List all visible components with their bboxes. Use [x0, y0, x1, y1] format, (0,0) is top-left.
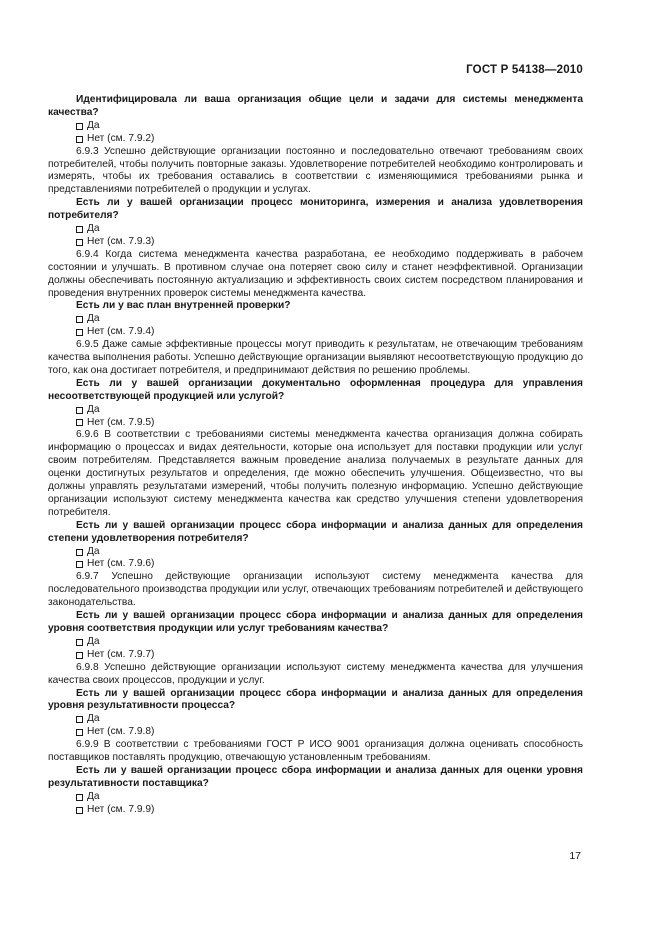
answer-option-label: Нет (см. 7.9.2) — [87, 132, 155, 144]
answer-option — [48, 636, 583, 649]
paragraph-text: 6.9.7 Успешно действующие организации используют систему менеджмента качества для последовательного производства продукции или услуг, отвечающих требованиям потребителей и действующего законодательства. — [48, 571, 583, 609]
checkbox-icon[interactable] — [76, 239, 83, 246]
answer-option — [48, 791, 583, 804]
answer-option — [48, 726, 583, 739]
answer-option-label: Да — [87, 313, 100, 325]
answer-option-label: Нет (см. 7.9.7) — [87, 648, 155, 660]
answer-option-label: Нет (см. 7.9.3) — [87, 235, 155, 247]
answer-option — [48, 326, 583, 339]
checkbox-icon[interactable] — [76, 729, 83, 736]
checkbox-icon[interactable] — [76, 549, 83, 556]
checkbox-icon[interactable] — [76, 639, 83, 646]
question-text: Есть ли у вашей организации документально оформленная процедура для управления несоответствующей продукцией или услугой? — [48, 377, 583, 402]
checkbox-icon[interactable] — [76, 329, 83, 336]
answer-option-label: Да — [87, 635, 100, 647]
answer-option — [48, 236, 583, 249]
document-body — [48, 94, 583, 817]
paragraph-text: 6.9.3 Успешно действующие организации постоянно и последовательно отвечают требованиям своих потребителей, чтобы получить повторные заказы. Удовлетворение потребителей необходимо контролировать и измерять, чтобы их требования оставались в соответствии с изменяющимися требованиями рынка и представлениями потребителей о продукции и услугах. — [48, 145, 583, 196]
answer-option — [48, 713, 583, 726]
answer-option-label: Нет (см. 7.9.8) — [87, 726, 155, 738]
paragraph-text: 6.9.6 В соответствии с требованиями системы менеджмента качества организация должна собирать информацию о процессах и видах деятельности, которые она использует для поставки продукции или услуг своим потребителям. Представляется важным проведение анализа получаемых в результате данных для оценки достигнутых результатов и определения, где можно обеспечить улучшения. Общеизвестно, что вы должны управлять результатами измерений, чтобы получить полезную информацию. Успешно действующие организации используют систему менеджмента качества как средство улучшения степени удовлетворения потребителя. — [48, 429, 583, 518]
question-text: Идентифицировала ли ваша организация общие цели и задачи для системы менеджмента качества? — [48, 94, 583, 118]
answer-option-label: Да — [87, 223, 100, 235]
paragraph-text: 6.9.5 Даже самые эффективные процессы могут приводить к результатам, не отвечающим требованиям качества выполнения работы. Успешно действующие организации выявляют несоответствующую продукцию до того, как она достигает потребителя, и предпринимают действия по решению проблемы. — [48, 339, 583, 376]
answer-option-label: Да — [87, 713, 100, 725]
paragraph-text: 6.9.4 Когда система менеджмента качества разработана, ее необходимо поддерживать в рабочем состоянии и улучшать. В противном случае она потеряет свою силу и станет неэффективной. Организации должны обеспечивать постоянную актуализацию и эффективность своих систем посредством планирования и проведения внутренних проверок системы менеджмента качества. — [48, 248, 583, 299]
checkbox-icon[interactable] — [76, 561, 83, 568]
checkbox-icon[interactable] — [76, 652, 83, 659]
answer-option-label: Да — [87, 119, 100, 131]
answer-option-label: Да — [87, 545, 100, 557]
page-number: 17 — [569, 850, 581, 862]
question-text: Есть ли у вашей организации процесс сбора информации и анализа данных для определения уровня соответствия продукции или услуг требованиям качества? — [48, 610, 583, 634]
question-text: Есть ли у вас план внутренней проверки? — [76, 300, 291, 312]
answer-option — [48, 649, 583, 662]
answer-option-label: Да — [87, 403, 100, 415]
checkbox-icon[interactable] — [76, 419, 83, 426]
answer-option-label: Нет (см. 7.9.9) — [87, 803, 155, 815]
answer-option — [48, 313, 583, 326]
checkbox-icon[interactable] — [76, 407, 83, 414]
checkbox-icon[interactable] — [76, 226, 83, 233]
document-standard-id: ГОСТ Р 54138—2010 — [466, 64, 583, 76]
answer-option — [48, 417, 583, 430]
checkbox-icon[interactable] — [76, 716, 83, 723]
question-text: Есть ли у вашей организации процесс сбора информации и анализа данных для оценки уровня результативности поставщика? — [48, 764, 583, 789]
question-text: Есть ли у вашей организации процесс сбора информации и анализа данных для определения степени удовлетворения потребителя? — [48, 519, 583, 544]
checkbox-icon[interactable] — [76, 316, 83, 323]
answer-option — [48, 558, 583, 571]
answer-option — [48, 223, 583, 236]
answer-option — [48, 120, 583, 133]
answer-option — [48, 404, 583, 417]
answer-option-label: Нет (см. 7.9.6) — [87, 558, 155, 570]
checkbox-icon[interactable] — [76, 794, 83, 801]
checkbox-icon[interactable] — [76, 123, 83, 130]
answer-option — [48, 804, 583, 817]
paragraph-text: 6.9.8 Успешно действующие организации используют систему менеджмента качества для улучшения качества своих процессов, продукции и услуг. — [48, 661, 583, 686]
question-text: Есть ли у вашей организации процесс сбора информации и анализа данных для определения уровня результативности процесса? — [48, 687, 583, 712]
answer-option-label: Да — [87, 790, 100, 802]
answer-option-label: Нет (см. 7.9.4) — [87, 326, 155, 338]
checkbox-icon[interactable] — [76, 136, 83, 143]
answer-option — [48, 546, 583, 559]
answer-option-label: Нет (см. 7.9.5) — [87, 416, 155, 428]
answer-option — [48, 133, 583, 146]
checkbox-icon[interactable] — [76, 807, 83, 814]
question-text: Есть ли у вашей организации процесс мониторинга, измерения и анализа удовлетворения потребителя? — [48, 197, 583, 222]
paragraph-text: 6.9.9 В соответствии с требованиями ГОСТ Р ИСО 9001 организация должна оценивать способность поставщиков поставлять продукцию, отвечающую установленным требованиям. — [48, 739, 583, 763]
